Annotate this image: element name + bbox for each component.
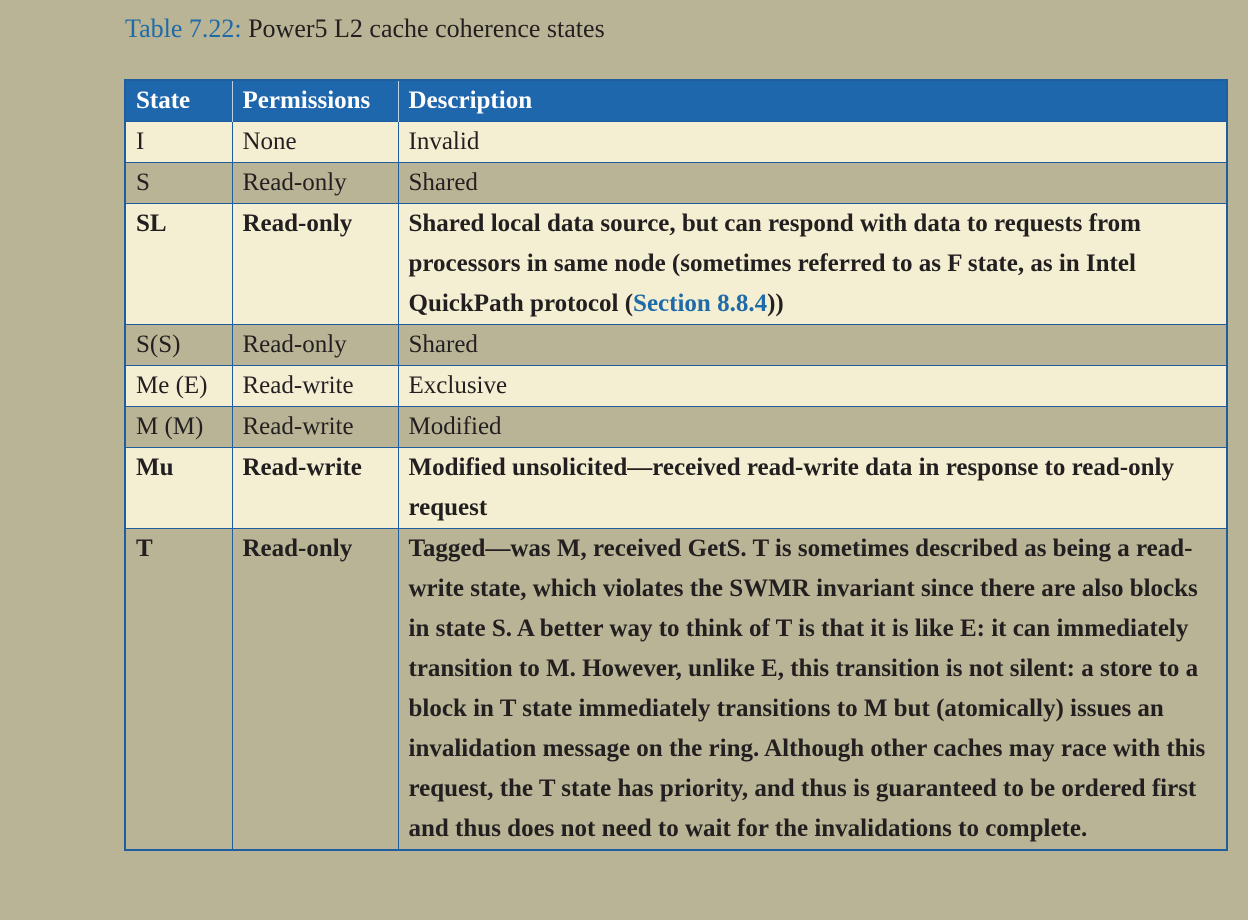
cell-permissions: Read-only xyxy=(232,529,398,851)
cell-state: I xyxy=(125,122,232,163)
table-row xyxy=(125,366,1227,407)
table-row xyxy=(125,529,1227,851)
cell-description: Shared xyxy=(398,325,1227,366)
cell-state: Mu xyxy=(125,448,232,529)
table-header-row xyxy=(125,80,1227,122)
cell-permissions: Read-write xyxy=(232,407,398,448)
cell-state: SL xyxy=(125,204,232,325)
table-row xyxy=(125,407,1227,448)
table-row xyxy=(125,163,1227,204)
cell-description: Exclusive xyxy=(398,366,1227,407)
cell-state: S(S) xyxy=(125,325,232,366)
table-row xyxy=(125,448,1227,529)
cell-state: Me (E) xyxy=(125,366,232,407)
cell-description: Modified xyxy=(398,407,1227,448)
description-text: Shared local data source, but can respond with data to requests from processors in same node (sometimes referred to as F state, as in Intel QuickPath protocol ( xyxy=(408,210,1141,317)
table-caption xyxy=(125,12,605,46)
cell-permissions: Read-only xyxy=(232,325,398,366)
cell-permissions: Read-write xyxy=(232,366,398,407)
coherence-states-table xyxy=(124,79,1228,851)
cell-description: Modified unsolicited—received read-write data in response to read-only request xyxy=(398,448,1227,529)
table-row xyxy=(125,122,1227,163)
cell-description: Invalid xyxy=(398,122,1227,163)
cell-description: Tagged—was M, received GetS. T is sometimes described as being a read-write state, which violates the SWMR invariant since there are also blocks in state S. A better way to think of T is that it is like E: it can immediately transition to M. However, unlike E, this transition is not silent: a store to a block in T state immediately transitions to M but (atomically) issues an invalidation message on the ring. Although other caches may race with this request, the T state has priority, and thus is guaranteed to be ordered first and thus does not need to wait for the invalidations to complete. xyxy=(398,529,1227,851)
cell-state: M (M) xyxy=(125,407,232,448)
header-permissions: Permissions xyxy=(232,80,398,122)
table-row xyxy=(125,325,1227,366)
cell-permissions: None xyxy=(232,122,398,163)
cell-permissions: Read-only xyxy=(232,163,398,204)
cell-description: Shared xyxy=(398,163,1227,204)
section-link[interactable]: Section 8.8.4 xyxy=(633,290,768,317)
table-row xyxy=(125,204,1227,325)
header-description: Description xyxy=(398,80,1227,122)
caption-label: Table 7.22: xyxy=(125,14,242,43)
cell-state: S xyxy=(125,163,232,204)
description-text-end: )) xyxy=(767,290,784,317)
caption-title: Power5 L2 cache coherence states xyxy=(248,14,605,43)
cell-permissions: Read-write xyxy=(232,448,398,529)
header-state: State xyxy=(125,80,232,122)
cell-state: T xyxy=(125,529,232,851)
cell-permissions: Read-only xyxy=(232,204,398,325)
cell-description xyxy=(398,204,1227,325)
